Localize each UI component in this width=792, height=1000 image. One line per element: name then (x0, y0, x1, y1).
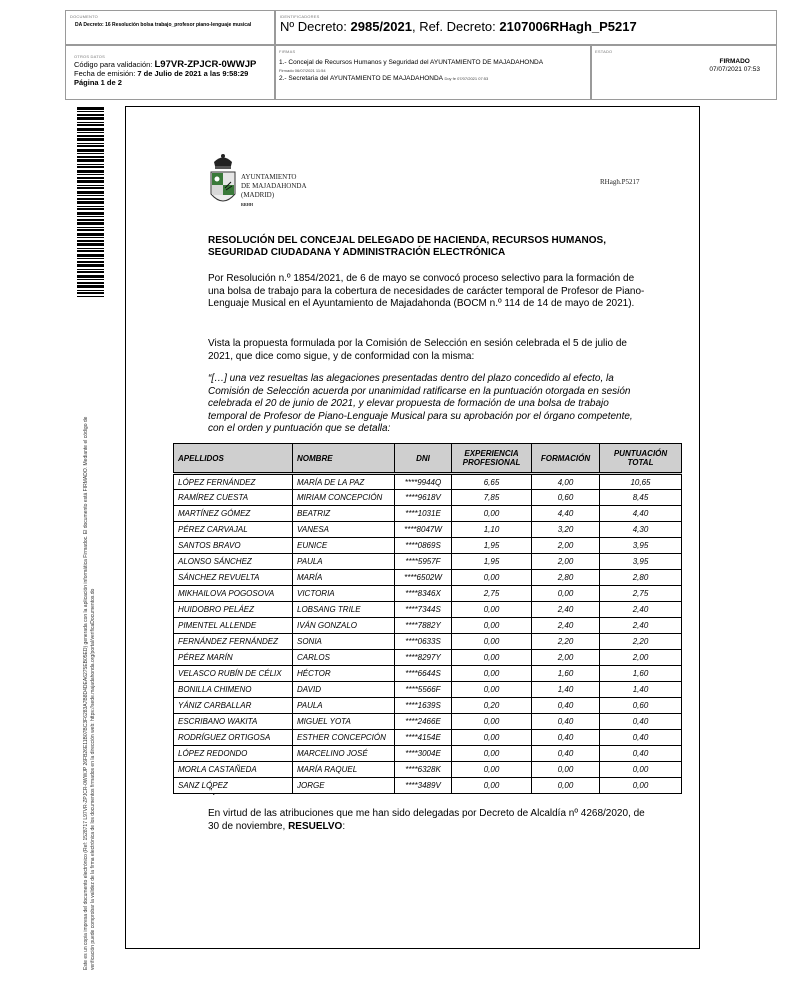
cell-nombre: JORGE (293, 778, 395, 794)
paragraph-quote: “[…] una vez resueltas las alegaciones presentadas dentro del plazo concedido al efecto, la Comisión de Selección acuerda por unanimidad ratificarse en la puntuación otorgada en sesión celebrada el 20 de junio de 2021, y elevar propuesta de formación de una bolsa de trabajo temporal de Profesor de Piano-Lenguaje Musical para su aprobación por el órgano competente, con el orden y puntuación que se detalla: (208, 373, 633, 434)
cell-nombre: VANESA (293, 522, 395, 538)
identifiers-label: IDENTIFICADORES (280, 14, 320, 19)
document-description: DA Decreto: 16 Resolución bolsa trabajo_profesor piano-lenguaje musical (75, 22, 252, 28)
cell-dni: ****2466E (395, 714, 452, 730)
signature-2: 2.- Secretaria del AYUNTAMIENTO DE MAJADAHONDA (279, 75, 443, 82)
cell-experiencia: 2,75 (452, 586, 532, 602)
signature-1: 1.- Concejal de Recursos Humanos y Seguridad del AYUNTAMIENTO DE MAJADAHONDA (279, 59, 544, 66)
cell-apellidos: PÉREZ MARÍN (174, 650, 293, 666)
cell-dni: ****9944Q (395, 474, 452, 490)
cell-apellidos: SANZ LÓPEZ (174, 778, 293, 794)
table-row (174, 714, 682, 730)
cell-experiencia: 0,00 (452, 778, 532, 794)
barcode-icon (77, 107, 104, 297)
header-experiencia: EXPERIENCIA PROFESIONAL (452, 444, 532, 474)
cell-apellidos: PÉREZ CARVAJAL (174, 522, 293, 538)
cell-experiencia: 0,00 (452, 570, 532, 586)
cell-dni: ****8297Y (395, 650, 452, 666)
cell-dni: ****9618V (395, 490, 452, 506)
cell-dni: ****3004E (395, 746, 452, 762)
cell-puntuacion: 10,65 (600, 474, 682, 490)
header-dni: DNI (395, 444, 452, 474)
resolution-text: En virtud de las atribuciones que me han sido delegadas por Decreto de Alcaldía nº 4268/2020, de 30 de noviembre, (208, 808, 645, 832)
cell-puntuacion: 2,75 (600, 586, 682, 602)
cell-nombre: ESTHER CONCEPCIÓN (293, 730, 395, 746)
cell-nombre: MARÍA (293, 570, 395, 586)
letterhead-line-1: AYUNTAMIENTO (241, 173, 297, 181)
cell-nombre: MIRIAM CONCEPCIÓN (293, 490, 395, 506)
letterhead-ref: RHagh.P5217 (600, 178, 640, 186)
letterhead (241, 173, 307, 209)
decree-number: 2985/2021 (350, 19, 412, 34)
cell-experiencia: 0,00 (452, 618, 532, 634)
cell-puntuacion: 1,40 (600, 682, 682, 698)
cell-experiencia: 0,00 (452, 602, 532, 618)
header-puntuacion: PUNTUACIÓN TOTAL (600, 444, 682, 474)
cell-nombre: PAULA (293, 554, 395, 570)
cell-formacion: 4,40 (532, 506, 600, 522)
cell-experiencia: 0,00 (452, 506, 532, 522)
cell-nombre: IVÁN GONZALO (293, 618, 395, 634)
cell-experiencia: 0,00 (452, 650, 532, 666)
header-apellidos: APELLIDOS (174, 444, 293, 474)
header-signatures-box (275, 45, 591, 100)
cell-dni: ****7882Y (395, 618, 452, 634)
cell-puntuacion: 3,95 (600, 554, 682, 570)
cell-formacion: 1,40 (532, 682, 600, 698)
table-row (174, 602, 682, 618)
table-row (174, 490, 682, 506)
table-row (174, 618, 682, 634)
cell-formacion: 2,80 (532, 570, 600, 586)
cell-dni: ****1639S (395, 698, 452, 714)
cell-puntuacion: 0,40 (600, 714, 682, 730)
cell-nombre: CARLOS (293, 650, 395, 666)
ref-number: 2107006RHagh_P5217 (499, 19, 637, 34)
cell-formacion: 0,40 (532, 714, 600, 730)
cell-formacion: 0,00 (532, 778, 600, 794)
cell-experiencia: 0,00 (452, 714, 532, 730)
header-status-box (591, 45, 777, 100)
cell-formacion: 2,00 (532, 650, 600, 666)
cell-experiencia: 0,00 (452, 682, 532, 698)
cell-nombre: HÉCTOR (293, 666, 395, 682)
cell-formacion: 2,20 (532, 634, 600, 650)
cell-experiencia: 6,65 (452, 474, 532, 490)
cell-dni: ****4154E (395, 730, 452, 746)
table-row (174, 778, 682, 794)
cell-formacion: 2,40 (532, 602, 600, 618)
cell-puntuacion: 8,45 (600, 490, 682, 506)
document-title: RESOLUCIÓN DEL CONCEJAL DELEGADO DE HACIENDA, RECURSOS HUMANOS, SEGURIDAD CIUDADANA Y ADMINISTRACIÓN ELECTRÓNICA (208, 235, 606, 258)
table-row (174, 634, 682, 650)
cell-formacion: 0,00 (532, 762, 600, 778)
cell-apellidos: RODRÍGUEZ ORTIGOSA (174, 730, 293, 746)
cell-nombre: DAVID (293, 682, 395, 698)
cell-puntuacion: 0,40 (600, 746, 682, 762)
header-nombre: NOMBRE (293, 444, 395, 474)
cell-puntuacion: 0,00 (600, 778, 682, 794)
resolution-end: : (342, 820, 346, 832)
paragraph-2: Vista la propuesta formulada por la Comisión de Selección en sesión celebrada el 5 de julio de 2021, que dice como sigue, y de conformidad con la misma: (208, 338, 627, 362)
closing-quote: ”. (209, 787, 216, 798)
cell-nombre: BEATRIZ (293, 506, 395, 522)
cell-nombre: SONIA (293, 634, 395, 650)
cell-formacion: 1,60 (532, 666, 600, 682)
resolution-keyword: RESUELVO (288, 820, 343, 832)
table-row (174, 682, 682, 698)
cell-puntuacion: 2,00 (600, 650, 682, 666)
cell-nombre: MARCELINO JOSÉ (293, 746, 395, 762)
emission-date: 7 de Julio de 2021 a las 9:58:29 (137, 69, 249, 78)
cell-formacion: 4,00 (532, 474, 600, 490)
cell-puntuacion: 2,80 (600, 570, 682, 586)
cell-dni: ****6644S (395, 666, 452, 682)
cell-puntuacion: 2,20 (600, 634, 682, 650)
cell-dni: ****0869S (395, 538, 452, 554)
cell-dni: ****5957F (395, 554, 452, 570)
table-row (174, 666, 682, 682)
cell-puntuacion: 0,40 (600, 730, 682, 746)
cell-nombre: VICTORIA (293, 586, 395, 602)
table-row (174, 554, 682, 570)
cell-puntuacion: 3,95 (600, 538, 682, 554)
cell-apellidos: SANTOS BRAVO (174, 538, 293, 554)
table-row (174, 698, 682, 714)
table-row (174, 474, 682, 490)
cell-apellidos: VELASCO RUBÍN DE CÉLIX (174, 666, 293, 682)
cell-dni: ****0633S (395, 634, 452, 650)
status-label: ESTADO (595, 49, 613, 54)
header-other-data-box (65, 45, 275, 100)
table-row (174, 506, 682, 522)
table-row (174, 538, 682, 554)
cell-experiencia: 0,00 (452, 634, 532, 650)
signatures-label: FIRMAS (279, 49, 296, 54)
cell-apellidos: MORLA CASTAÑEDA (174, 762, 293, 778)
cell-formacion: 0,40 (532, 730, 600, 746)
cell-apellidos: LÓPEZ REDONDO (174, 746, 293, 762)
cell-experiencia: 1,95 (452, 538, 532, 554)
cell-puntuacion: 2,40 (600, 602, 682, 618)
letterhead-line-2: DE MAJADAHONDA (241, 182, 307, 190)
cell-experiencia: 0,00 (452, 762, 532, 778)
table-row (174, 522, 682, 538)
cell-nombre: MIGUEL YOTA (293, 714, 395, 730)
signature-2-date: Doy fe 07/07/2021 07:53 (444, 76, 489, 81)
cell-nombre: PAULA (293, 698, 395, 714)
cell-apellidos: BONILLA CHIMENO (174, 682, 293, 698)
cell-apellidos: LÓPEZ FERNÁNDEZ (174, 474, 293, 490)
paragraph-resolution (208, 808, 648, 833)
cell-apellidos: SÁNCHEZ REVUELTA (174, 570, 293, 586)
margin-text-2: verificación puede comprobar la validez de la firma electrónica de los documentos firmados en la dirección web: https://sede.majadahonda.org/portal/verificaDocumentos.do (90, 588, 96, 970)
other-data-label: OTROS DATOS (74, 54, 105, 59)
cell-apellidos: RAMÍREZ CUESTA (174, 490, 293, 506)
table-row (174, 650, 682, 666)
cell-dni: ****6328K (395, 762, 452, 778)
cell-experiencia: 1,10 (452, 522, 532, 538)
coat-of-arms-icon (208, 152, 238, 214)
cell-formacion: 2,00 (532, 554, 600, 570)
cell-apellidos: FERNÁNDEZ FERNÁNDEZ (174, 634, 293, 650)
decree-line (280, 19, 637, 34)
cell-apellidos: ALONSO SÁNCHEZ (174, 554, 293, 570)
validation-code: L97VR-ZPJCR-0WWJP (154, 59, 257, 70)
status-date: 07/07/2021 07:53 (709, 66, 760, 73)
cell-dni: ****3489V (395, 778, 452, 794)
cell-dni: ****7344S (395, 602, 452, 618)
validation-prefix: Código para validación: (74, 60, 153, 69)
cell-experiencia: 0,20 (452, 698, 532, 714)
table-row (174, 762, 682, 778)
cell-formacion: 0,00 (532, 586, 600, 602)
header-identifiers-box (275, 10, 777, 45)
cell-puntuacion: 2,40 (600, 618, 682, 634)
cell-formacion: 2,40 (532, 618, 600, 634)
cell-dni: ****8346X (395, 586, 452, 602)
cell-apellidos: ESCRIBANO WAKITA (174, 714, 293, 730)
cell-puntuacion: 1,60 (600, 666, 682, 682)
cell-experiencia: 1,95 (452, 554, 532, 570)
cell-puntuacion: 4,30 (600, 522, 682, 538)
cell-dni: ****6502W (395, 570, 452, 586)
margin-text-1: Este es un copia impresa del documento electrónico (Ref: 1528717 L97VR-ZPJCR-0WWJP 26FB26E11B07BC3F6283A7B8D4DEA6275EB05ED) generada con la aplicación informática Firmadoc. El documento está FIRMADO. Mediante el código de (83, 416, 89, 970)
header-document-box (65, 10, 275, 45)
cell-puntuacion: 0,00 (600, 762, 682, 778)
cell-formacion: 0,40 (532, 698, 600, 714)
letterhead-department: RRHH (241, 202, 253, 207)
cell-apellidos: MIKHAILOVA POGOSOVA (174, 586, 293, 602)
cell-puntuacion: 4,40 (600, 506, 682, 522)
cell-apellidos: PIMENTEL ALLENDE (174, 618, 293, 634)
decree-prefix: Nº Decreto: (280, 19, 347, 34)
header-formacion: FORMACIÓN (532, 444, 600, 474)
cell-formacion: 2,00 (532, 538, 600, 554)
document-label: DOCUMENTO (70, 14, 98, 19)
cell-puntuacion: 0,60 (600, 698, 682, 714)
paragraph-1: Por Resolución n.º 1854/2021, de 6 de mayo se convocó proceso selectivo para la formación de una bolsa de trabajo para la cobertura de necesidades de carácter temporal de Profesor de Piano-Lenguaje Musical en el Ayuntamiento de Majadahonda (BOCM n.º 114 de 14 de mayo de 2021). (208, 273, 645, 309)
cell-nombre: MARÍA DE LA PAZ (293, 474, 395, 490)
cell-nombre: MARÍA RAQUEL (293, 762, 395, 778)
table-row (174, 730, 682, 746)
cell-experiencia: 0,00 (452, 730, 532, 746)
cell-apellidos: MARTÍNEZ GÓMEZ (174, 506, 293, 522)
cell-dni: ****8047W (395, 522, 452, 538)
cell-formacion: 3,20 (532, 522, 600, 538)
table-row (174, 586, 682, 602)
page-info: Página 1 de 2 (74, 78, 122, 87)
table-row (174, 570, 682, 586)
cell-dni: ****5566F (395, 682, 452, 698)
cell-nombre: EUNICE (293, 538, 395, 554)
signatures (279, 59, 543, 83)
status (709, 58, 760, 74)
cell-formacion: 0,40 (532, 746, 600, 762)
table-header-row (174, 444, 682, 474)
emission-prefix: Fecha de emisión: (74, 69, 136, 78)
table-row (174, 746, 682, 762)
cell-dni: ****1031E (395, 506, 452, 522)
cell-nombre: LOBSANG TRILE (293, 602, 395, 618)
cell-experiencia: 0,00 (452, 746, 532, 762)
cell-formacion: 0,60 (532, 490, 600, 506)
cell-experiencia: 0,00 (452, 666, 532, 682)
cell-apellidos: HUIDOBRO PELÁEZ (174, 602, 293, 618)
scores-table (173, 443, 682, 794)
other-data (74, 60, 256, 87)
letterhead-line-3: (MADRID) (241, 191, 275, 199)
ref-prefix: , Ref. Decreto: (411, 19, 496, 34)
cell-apellidos: YÁNIZ CARBALLAR (174, 698, 293, 714)
signature-1-date: Firmado 06/07/2021 11:54 (279, 68, 326, 73)
cell-experiencia: 7,85 (452, 490, 532, 506)
status-value: FIRMADO (719, 58, 750, 65)
